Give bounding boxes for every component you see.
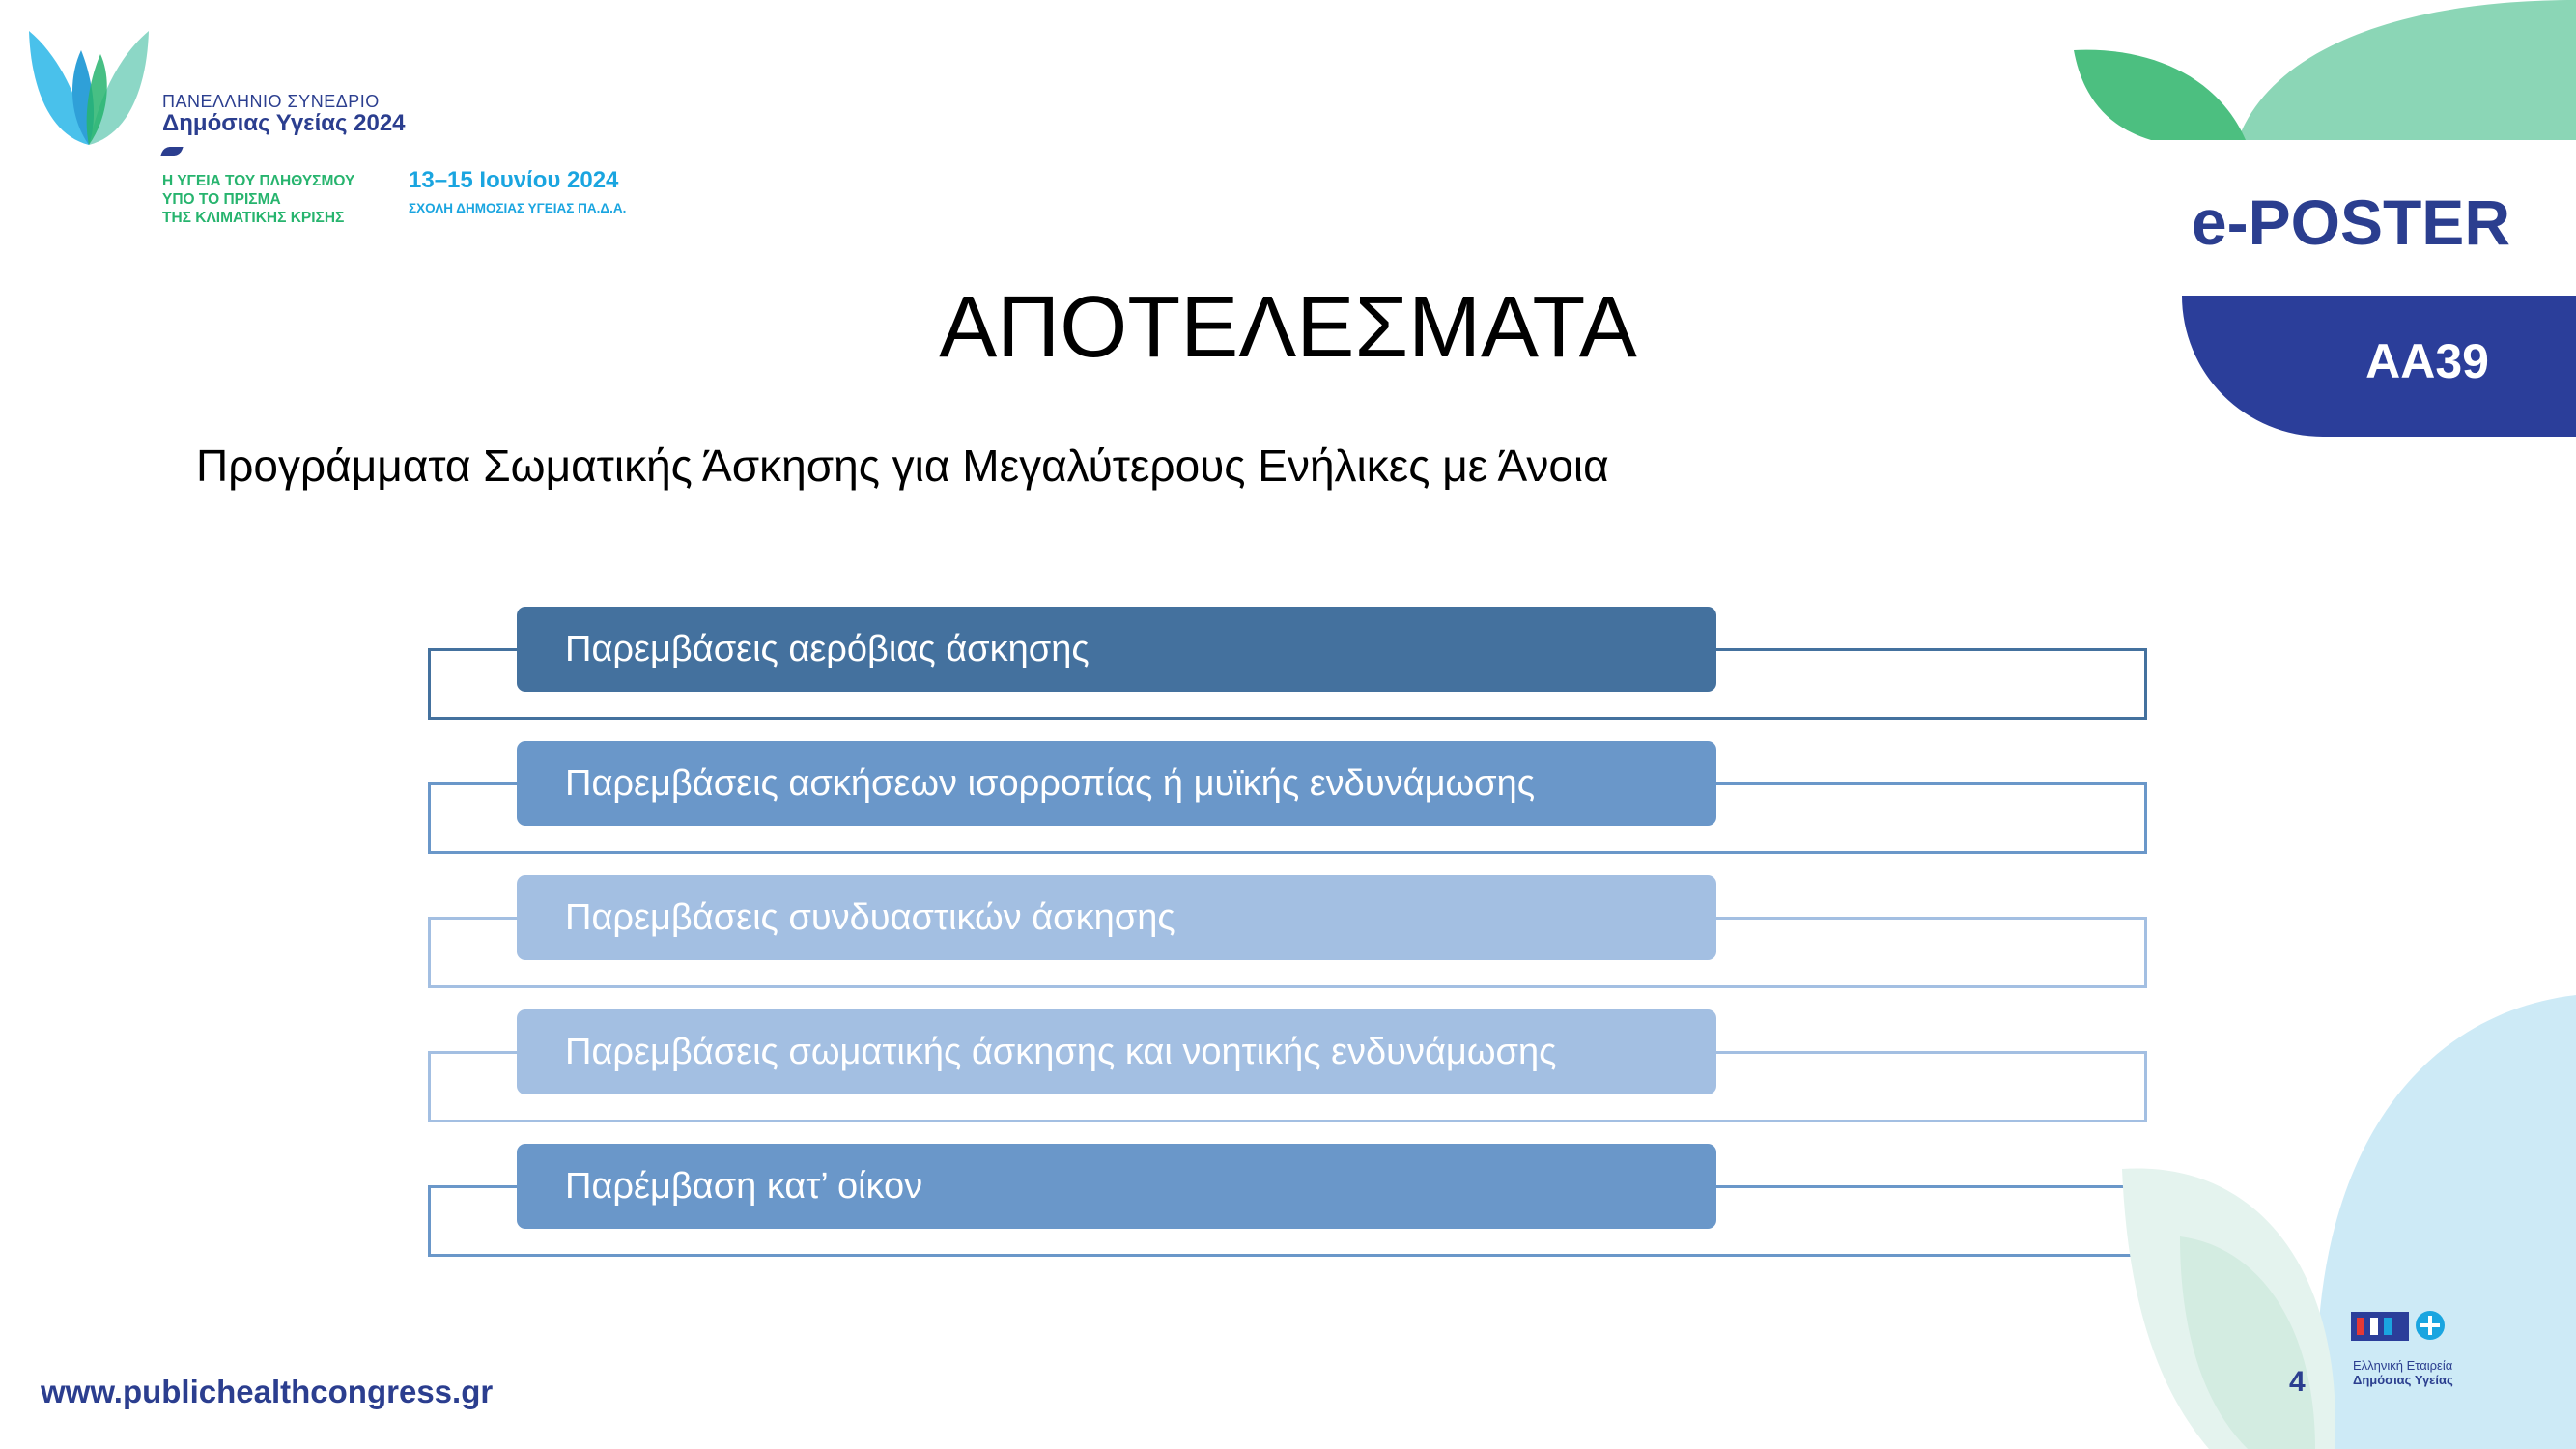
congress-host-school: ΣΧΟΛΗ ΔΗΜΟΣΙΑΣ ΥΓΕΙΑΣ ΠΑ.Δ.Α. — [409, 201, 627, 215]
top-right-leaf-decoration — [2074, 0, 2576, 145]
congress-leaf-logo — [21, 21, 156, 149]
website-link[interactable]: www.publichealthcongress.gr — [41, 1374, 494, 1409]
congress-tagline — [162, 172, 354, 227]
list-item: Παρέμβαση κατ’ οίκον — [517, 1144, 1716, 1229]
eposter-label: e-POSTER — [2191, 186, 2510, 258]
tagline-line3: ΤΗΣ ΚΛΙΜΑΤΙΚΗΣ ΚΡΙΣΗΣ — [162, 210, 345, 226]
list-item: Παρεμβάσεις ασκήσεων ισορροπίας ή μυϊκής ενδυνάμωσης — [517, 741, 1716, 826]
tagline-line1: Η ΥΓΕΙΑ ΤΟΥ ΠΛΗΘΥΣΜΟΥ — [162, 173, 355, 189]
logo-dash-mark — [160, 147, 183, 156]
congress-name-line1: ΠΑΝΕΛΛΗΝΙΟ ΣΥΝΕΔΡΙΟ — [162, 92, 380, 111]
society-name-line1: Ελληνική Εταιρεία — [2353, 1358, 2453, 1373]
tagline-line2: ΥΠΟ ΤΟ ΠΡΙΣΜΑ — [162, 191, 281, 208]
list-item: Παρεμβάσεις αερόβιας άσκησης — [517, 607, 1716, 692]
slide-title: ΑΠΟΤΕΛΕΣΜΑΤΑ — [939, 279, 1637, 376]
page-number: 4 — [2289, 1366, 2306, 1398]
list-item: Παρεμβάσεις συνδυαστικών άσκησης — [517, 875, 1716, 960]
congress-dates: 13–15 Ιουνίου 2024 — [409, 167, 619, 193]
congress-name-line2: Δημόσιας Υγείας 2024 — [162, 110, 406, 136]
poster-code: AA39 — [2365, 334, 2489, 388]
list-item: Παρεμβάσεις σωματικής άσκησης και νοητικής ενδυνάμωσης — [517, 1009, 1716, 1094]
slide-subtitle: Προγράμματα Σωματικής Άσκησης για Μεγαλύτερους Ενήλικες με Άνοια — [196, 440, 1609, 491]
society-name-line2: Δημόσιας Υγείας — [2353, 1373, 2453, 1387]
